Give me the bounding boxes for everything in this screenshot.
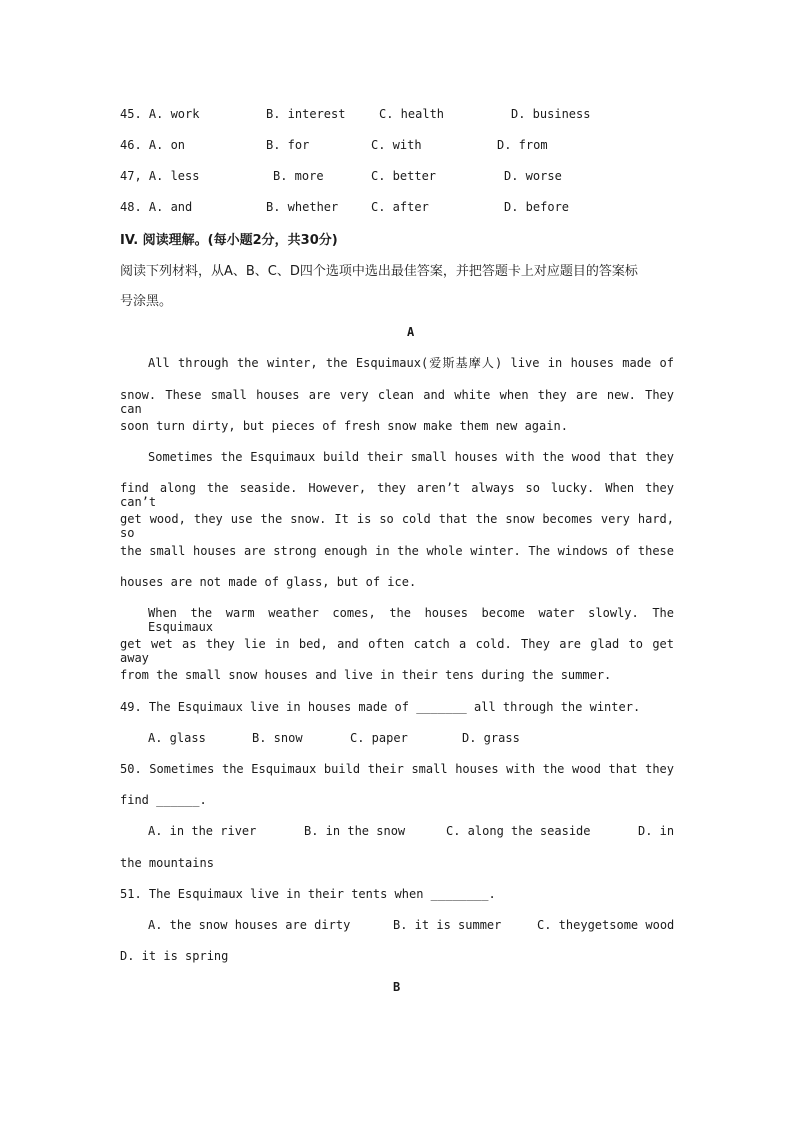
q46-option-b: B. for: [266, 138, 310, 152]
passage-a-line: All through the winter, the Esquimaux(爱斯基摩人) live in houses made of: [148, 356, 674, 370]
q49-option-a: A. glass: [148, 731, 206, 745]
q49-option-b: B. snow: [252, 731, 303, 745]
question-50-cont: find ______.: [120, 793, 207, 807]
q50-option-a: A. in the river: [148, 824, 257, 838]
passage-a-line: find along the seaside. However, they aren’t always so lucky. When they can’t: [120, 481, 674, 509]
section-heading: IV. 阅读理解。(每小题2分，共30分): [120, 233, 338, 248]
q50-option-d-cont: the mountains: [120, 856, 214, 870]
q47-option-d: D. worse: [504, 169, 562, 183]
question-50: 50. Sometimes the Esquimaux build their small houses with the wood that they: [120, 762, 674, 776]
section-instruction: 阅读下列材料，从A、B、C、D四个选项中选出最佳答案，并把答题卡上对应题目的答案标: [120, 264, 638, 279]
q50-option-b: B. in the snow: [304, 824, 406, 838]
q45-option-a: 45. A. work: [120, 107, 200, 121]
q48-option-a: 48. A. and: [120, 200, 193, 214]
q47-option-c: C. better: [371, 169, 437, 183]
question-49: 49. The Esquimaux live in houses made of _______ all through the winter.: [120, 700, 641, 714]
q46-option-d: D. from: [497, 138, 548, 152]
section-instruction-cont: 号涂黑。: [120, 294, 173, 309]
q48-option-c: C. after: [371, 200, 429, 214]
q45-option-c: C. health: [379, 107, 445, 121]
q45-option-b: B. interest: [266, 107, 346, 121]
question-51: 51. The Esquimaux live in their tents when ________.: [120, 887, 496, 901]
passage-a-line: from the small snow houses and live in their tens during the summer.: [120, 668, 612, 682]
q46-option-c: C. with: [371, 138, 422, 152]
passage-a-line: snow. These small houses are very clean and white when they are new. They can: [120, 388, 674, 416]
q47-option-a: 47, A. less: [120, 169, 200, 183]
q49-option-c: C. paper: [350, 731, 408, 745]
passage-a-line: the small houses are strong enough in the whole winter. The windows of these: [120, 544, 674, 558]
passage-a-line: get wood, they use the snow. It is so cold that the snow becomes very hard, so: [120, 512, 674, 540]
q51-option-a: A. the snow houses are dirty: [148, 918, 351, 932]
passage-b-label: B: [393, 980, 401, 994]
q47-option-b: B. more: [273, 169, 324, 183]
q48-option-d: D. before: [504, 200, 570, 214]
passage-a-line: When the warm weather comes, the houses become water slowly. The Esquimaux: [148, 606, 674, 634]
passage-a-label: A: [407, 325, 415, 339]
q50-option-d: D. in: [638, 824, 675, 838]
q48-option-b: B. whether: [266, 200, 339, 214]
q45-option-d: D. business: [511, 107, 591, 121]
q46-option-a: 46. A. on: [120, 138, 186, 152]
q51-option-b: B. it is summer: [393, 918, 502, 932]
q50-option-c: C. along the seaside: [446, 824, 591, 838]
passage-a-line: houses are not made of glass, but of ice.: [120, 575, 417, 589]
passage-a-line: Sometimes the Esquimaux build their small houses with the wood that they: [148, 450, 674, 464]
q51-option-d: D. it is spring: [120, 949, 229, 963]
q51-option-c: C. theygetsome wood: [537, 918, 675, 932]
q49-option-d: D. grass: [462, 731, 520, 745]
passage-a-line: soon turn dirty, but pieces of fresh snow make them new again.: [120, 419, 568, 433]
passage-a-line: get wet as they lie in bed, and often catch a cold. They are glad to get away: [120, 637, 674, 665]
